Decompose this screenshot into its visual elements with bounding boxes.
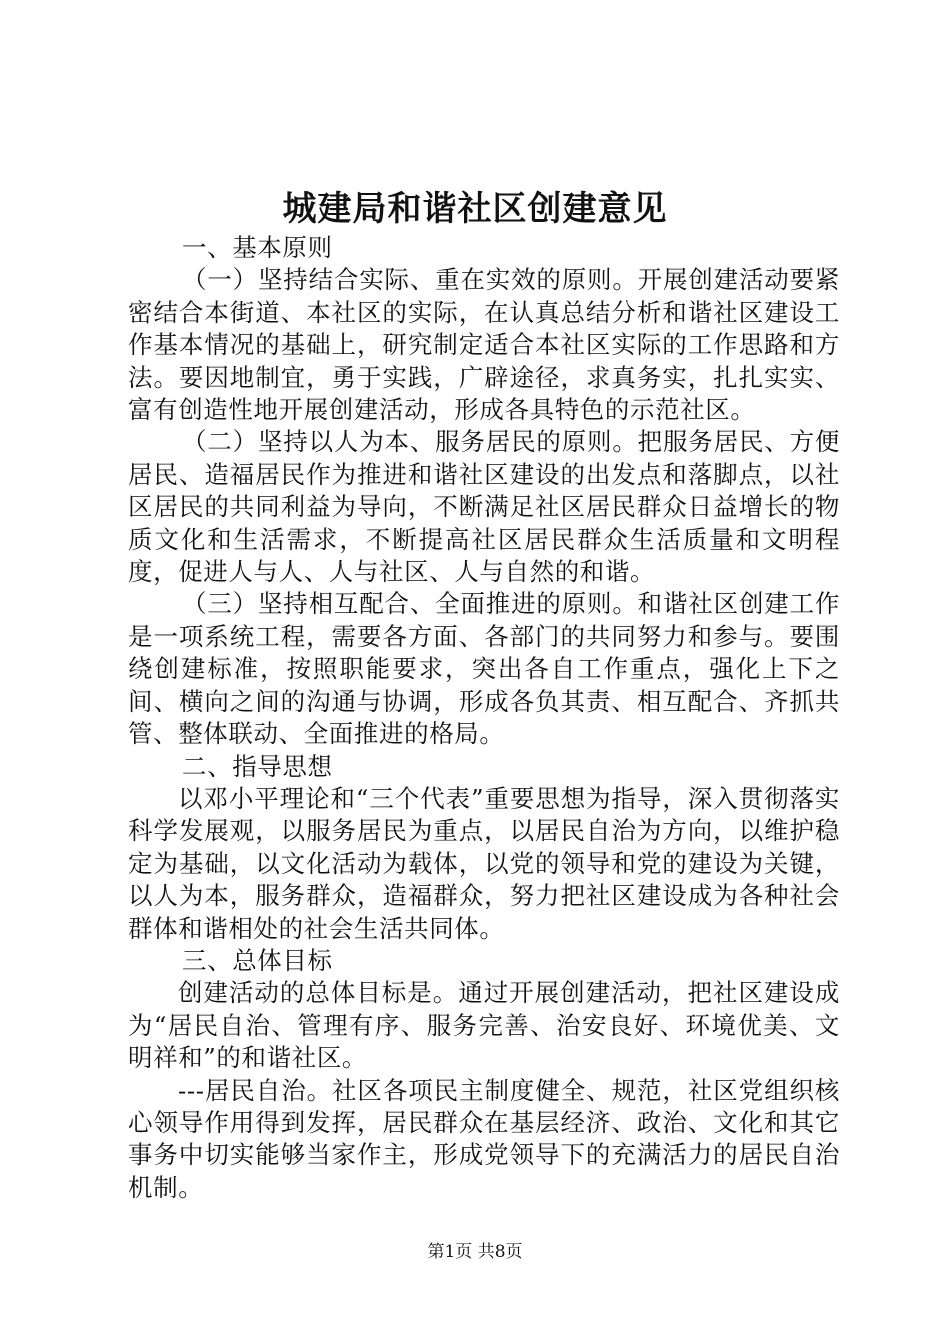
paragraph-overall-goal: 创建活动的总体目标是。通过开展创建活动，把社区建设成为“居民自治、管理有序、服务完善、治安良好、环境优美、文明祥和”的和谐社区。 <box>128 978 840 1073</box>
page-footer: 第1页 共8页 <box>427 1242 523 1262</box>
section-heading-overall-goal: 三、总体目标 <box>182 945 333 975</box>
section-heading-principles: 一、基本原则 <box>182 233 333 262</box>
paragraph-resident-autonomy: ---居民自治。社区各项民主制度健全、规范，社区党组织核心领导作用得到发挥，居民群众在基层经济、政治、文化和其它事务中切实能够当家作主，形成党领导下的充满活力的居民自治机制。 <box>128 1075 840 1202</box>
paragraph-principle-1: （一）坚持结合实际、重在实效的原则。开展创建活动要紧密结合本街道、本社区的实际，在认真总结分析和谐社区建设工作基本情况的基础上，研究制定适合本社区实际的工作思路和方法。要因地制宜，勇于实践，广辟途径，求真务实，扎扎实实、富有创造性地开展创建活动，形成各具特色的示范社区。 <box>128 265 840 425</box>
paragraph-principle-3: （三）坚持相互配合、全面推进的原则。和谐社区创建工作是一项系统工程，需要各方面、各部门的共同努力和参与。要围绕创建标准，按照职能要求，突出各自工作重点，强化上下之间、横向之间的沟通与协调，形成各负其责、相互配合、齐抓共管、整体联动、全面推进的格局。 <box>128 589 840 749</box>
paragraph-principle-2: （二）坚持以人为本、服务居民的原则。把服务居民、方便居民、造福居民作为推进和谐社区建设的出发点和落脚点，以社区居民的共同利益为导向，不断满足社区居民群众日益增长的物质文化和生活需求，不断提高社区居民群众生活质量和文明程度，促进人与人、人与社区、人与自然的和谐。 <box>128 427 840 587</box>
paragraph-guiding-thought: 以邓小平理论和“三个代表”重要思想为指导，深入贯彻落实科学发展观，以服务居民为重点，以居民自治为方向，以维护稳定为基础，以文化活动为载体，以党的领导和党的建设为关键，以人为本，服务群众，造福群众，努力把社区建设成为各种社会群体和谐相处的社会生活共同体。 <box>128 783 840 943</box>
section-heading-guiding-thought: 二、指导思想 <box>182 751 333 781</box>
document-body <box>128 232 840 1204</box>
document-title: 城建局和谐社区创建意见 <box>282 189 668 229</box>
